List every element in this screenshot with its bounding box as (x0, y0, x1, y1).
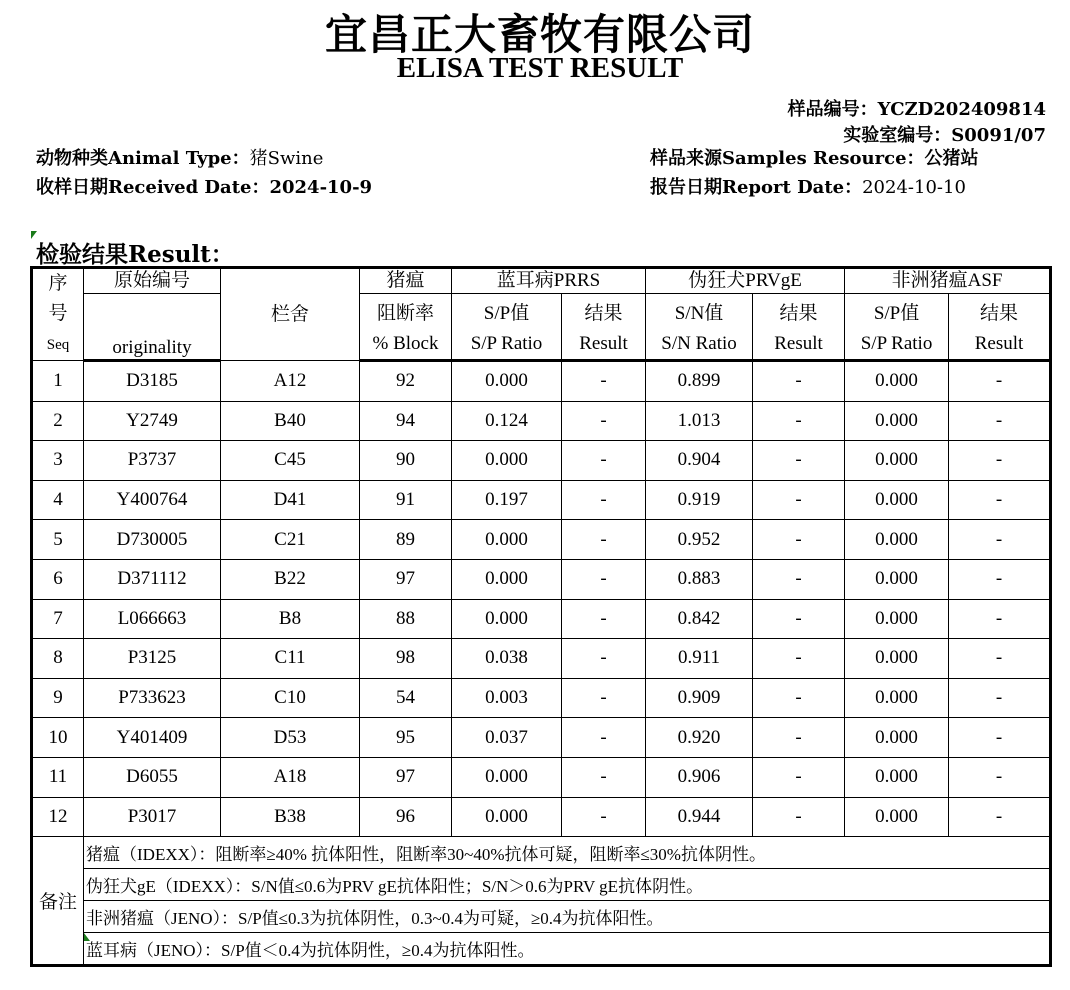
table-row (32, 401, 1051, 441)
table-row (32, 361, 1051, 402)
sample-number: 样品编号：YCZD202409814 (787, 99, 1046, 120)
cell-pen: D41 (221, 480, 360, 520)
header-prv-sn-en: S/N Ratio (646, 329, 753, 361)
cell-prrs-result: - (562, 757, 646, 797)
cell-csf-block: 94 (360, 401, 452, 441)
cell-asf-result: - (949, 678, 1051, 718)
cell-prrs-sp: 0.197 (452, 480, 562, 520)
cell-csf-block: 98 (360, 639, 452, 679)
table-row (32, 480, 1051, 520)
cell-seq: 7 (32, 599, 84, 639)
cell-prrs-result: - (562, 718, 646, 758)
table-row (32, 599, 1051, 639)
table-row (32, 797, 1051, 837)
header-asf: 非洲猪瘟ASF (845, 268, 1051, 294)
table-row (32, 559, 1051, 599)
cell-prrs-result: - (562, 441, 646, 481)
cell-asf-sp: 0.000 (845, 480, 949, 520)
cell-csf-block: 91 (360, 480, 452, 520)
table-row (32, 520, 1051, 560)
cell-prrs-result: - (562, 797, 646, 837)
notes-label: 备注 (32, 837, 84, 966)
cell-csf-block: 90 (360, 441, 452, 481)
cell-prrs-result: - (562, 599, 646, 639)
cell-prv-sn: 0.911 (646, 639, 753, 679)
cell-prv-result: - (753, 480, 845, 520)
cell-prrs-result: - (562, 678, 646, 718)
cell-prrs-sp: 0.037 (452, 718, 562, 758)
header-asf-sp-en: S/P Ratio (845, 329, 949, 361)
cell-pen: A12 (221, 361, 360, 402)
cell-prv-sn: 0.906 (646, 757, 753, 797)
cell-asf-sp: 0.000 (845, 797, 949, 837)
header-asf-result-en: Result (949, 329, 1051, 361)
cell-asf-sp: 0.000 (845, 520, 949, 560)
cell-csf-block: 54 (360, 678, 452, 718)
animal-type-value: 猪Swine (249, 148, 324, 169)
cell-asf-result: - (949, 361, 1051, 402)
company-title: 宜昌正大畜牧有限公司 (324, 10, 755, 59)
cell-asf-result: - (949, 757, 1051, 797)
report-date-value: 2024-10-10 (862, 177, 966, 198)
cell-asf-result: - (949, 639, 1051, 679)
cell-seq: 5 (32, 520, 84, 560)
cell-prv-result: - (753, 797, 845, 837)
sample-source (650, 144, 979, 170)
cell-pen: B8 (221, 599, 360, 639)
header-prrs-result-cn: 结果 (562, 294, 646, 330)
note-row (32, 837, 1051, 869)
cell-seq: 8 (32, 639, 84, 679)
received-date-value: 2024-10-9 (269, 177, 373, 198)
cell-pen: C45 (221, 441, 360, 481)
cell-asf-sp: 0.000 (845, 559, 949, 599)
cell-asf-sp: 0.000 (845, 599, 949, 639)
cell-prrs-sp: 0.000 (452, 361, 562, 402)
cell-seq: 4 (32, 480, 84, 520)
note-text: 猪瘟（IDEXX）：阻断率≥40% 抗体阳性，阻断率30~40%抗体可疑，阻断率≤30%抗体阴性。 (84, 837, 1051, 869)
cell-seq: 9 (32, 678, 84, 718)
cell-original-id: D730005 (84, 520, 221, 560)
cell-prv-result: - (753, 441, 845, 481)
header-prrs: 蓝耳病PRRS (452, 268, 646, 294)
cell-prrs-sp: 0.000 (452, 797, 562, 837)
cell-asf-sp: 0.000 (845, 639, 949, 679)
cell-csf-block: 97 (360, 757, 452, 797)
cell-prrs-result: - (562, 401, 646, 441)
animal-type (36, 144, 323, 170)
table-row (32, 441, 1051, 481)
cell-seq: 6 (32, 559, 84, 599)
cell-original-id: Y400764 (84, 480, 221, 520)
note-text: 伪狂犬gE（IDEXX）：S/N值≤0.6为PRV gE抗体阳性；S/N＞0.6为PRV gE抗体阴性。 (84, 869, 1051, 901)
cell-csf-block: 92 (360, 361, 452, 402)
table-row (32, 718, 1051, 758)
cell-prv-sn: 0.909 (646, 678, 753, 718)
note-row (32, 869, 1051, 901)
cell-csf-block: 89 (360, 520, 452, 560)
cell-prv-result: - (753, 639, 845, 679)
cell-csf-block: 97 (360, 559, 452, 599)
animal-type-label: 动物种类Animal Type： (36, 148, 250, 169)
cell-prv-result: - (753, 401, 845, 441)
cell-asf-sp: 0.000 (845, 441, 949, 481)
header-block-en: % Block (360, 329, 452, 361)
cell-original-id: L066663 (84, 599, 221, 639)
cell-prrs-sp: 0.000 (452, 757, 562, 797)
cell-pen: B40 (221, 401, 360, 441)
cell-prrs-result: - (562, 559, 646, 599)
header-prrs-result-en: Result (562, 329, 646, 361)
header-pen: 栏舍 (221, 268, 360, 361)
cell-comment-marker (84, 933, 90, 941)
cell-original-id: D6055 (84, 757, 221, 797)
cell-seq: 1 (32, 361, 84, 402)
cell-prrs-sp: 0.000 (452, 559, 562, 599)
cell-asf-result: - (949, 441, 1051, 481)
cell-original-id: P3737 (84, 441, 221, 481)
cell-asf-result: - (949, 599, 1051, 639)
cell-pen: A18 (221, 757, 360, 797)
cell-original-id: P3017 (84, 797, 221, 837)
cell-csf-block: 88 (360, 599, 452, 639)
header-asf-result-cn: 结果 (949, 294, 1051, 330)
header-prv-result-en: Result (753, 329, 845, 361)
cell-prv-sn: 0.899 (646, 361, 753, 402)
cell-original-id: D3185 (84, 361, 221, 402)
header-asf-sp-cn: S/P值 (845, 294, 949, 330)
report-subtitle: ELISA TEST RESULT (396, 52, 684, 84)
cell-prrs-result: - (562, 520, 646, 560)
cell-seq: 11 (32, 757, 84, 797)
cell-asf-result: - (949, 480, 1051, 520)
cell-seq: 3 (32, 441, 84, 481)
cell-asf-result: - (949, 797, 1051, 837)
cell-original-id: P733623 (84, 678, 221, 718)
cell-prv-result: - (753, 520, 845, 560)
cell-seq: 2 (32, 401, 84, 441)
header-original-cn: 原始编号 (84, 268, 221, 294)
header-csf: 猪瘟 (360, 268, 452, 294)
cell-prrs-sp: 0.000 (452, 441, 562, 481)
header-prv-sn-cn: S/N值 (646, 294, 753, 330)
table-row (32, 757, 1051, 797)
received-date-label: 收样日期Received Date： (36, 177, 270, 198)
cell-prv-sn: 0.952 (646, 520, 753, 560)
cell-prv-result: - (753, 559, 845, 599)
cell-pen: D53 (221, 718, 360, 758)
cell-prrs-sp: 0.038 (452, 639, 562, 679)
sample-source-value: 公猪站 (924, 148, 979, 169)
cell-prv-result: - (753, 678, 845, 718)
cell-prv-sn: 0.842 (646, 599, 753, 639)
cell-asf-result: - (949, 520, 1051, 560)
header-prrs-sp-en: S/P Ratio (452, 329, 562, 361)
cell-csf-block: 96 (360, 797, 452, 837)
sample-source-label: 样品来源Samples Resource： (650, 148, 925, 169)
received-date (36, 173, 372, 199)
header-prv-result-cn: 结果 (753, 294, 845, 330)
cell-prv-result: - (753, 757, 845, 797)
cell-asf-result: - (949, 559, 1051, 599)
note-row (32, 901, 1051, 933)
note-text-content: 蓝耳病（JENO）：S/P值＜0.4为抗体阴性，≥0.4为抗体阳性。 (86, 941, 535, 961)
table-row (32, 678, 1051, 718)
cell-pen: C10 (221, 678, 360, 718)
cell-prv-result: - (753, 361, 845, 402)
cell-prv-sn: 0.883 (646, 559, 753, 599)
cell-prv-sn: 0.919 (646, 480, 753, 520)
cell-asf-result: - (949, 401, 1051, 441)
header-original-en: originality (84, 294, 221, 361)
cell-seq: 12 (32, 797, 84, 837)
cell-seq: 10 (32, 718, 84, 758)
cell-pen: B38 (221, 797, 360, 837)
result-label: 检验结果Result： (36, 241, 234, 268)
results-table (30, 266, 1052, 967)
table-row (32, 639, 1051, 679)
cell-prrs-result: - (562, 361, 646, 402)
cell-csf-block: 95 (360, 718, 452, 758)
cell-prv-sn: 0.944 (646, 797, 753, 837)
header-seq: 序 号 Seq (32, 268, 84, 361)
cell-prrs-result: - (562, 639, 646, 679)
header-block-cn: 阻断率 (360, 294, 452, 330)
lab-number: 实验室编号：S0091/07 (843, 125, 1046, 146)
cell-prrs-result: - (562, 480, 646, 520)
cell-original-id: P3125 (84, 639, 221, 679)
note-row (32, 933, 1051, 966)
cell-prv-sn: 0.920 (646, 718, 753, 758)
report-date-label: 报告日期Report Date： (650, 177, 863, 198)
cell-prrs-sp: 0.000 (452, 599, 562, 639)
cell-prv-sn: 0.904 (646, 441, 753, 481)
cell-original-id: D371112 (84, 559, 221, 599)
cell-pen: B22 (221, 559, 360, 599)
cell-asf-sp: 0.000 (845, 757, 949, 797)
cell-original-id: Y401409 (84, 718, 221, 758)
cell-original-id: Y2749 (84, 401, 221, 441)
cell-prv-result: - (753, 718, 845, 758)
cell-prrs-sp: 0.124 (452, 401, 562, 441)
note-text: 非洲猪瘟（JENO）：S/P值≤0.3为抗体阴性，0.3~0.4为可疑，≥0.4为抗体阳性。 (84, 901, 1051, 933)
cell-pen: C21 (221, 520, 360, 560)
cell-pen: C11 (221, 639, 360, 679)
header-prv: 伪狂犬PRVgE (646, 268, 845, 294)
cell-prrs-sp: 0.000 (452, 520, 562, 560)
cell-asf-sp: 0.000 (845, 361, 949, 402)
report-date (650, 173, 966, 199)
header-prrs-sp-cn: S/P值 (452, 294, 562, 330)
cell-prrs-sp: 0.003 (452, 678, 562, 718)
cell-prv-result: - (753, 599, 845, 639)
cell-asf-sp: 0.000 (845, 718, 949, 758)
cell-asf-result: - (949, 718, 1051, 758)
note-text (84, 933, 1051, 966)
cell-asf-sp: 0.000 (845, 401, 949, 441)
cell-asf-sp: 0.000 (845, 678, 949, 718)
cell-prv-sn: 1.013 (646, 401, 753, 441)
